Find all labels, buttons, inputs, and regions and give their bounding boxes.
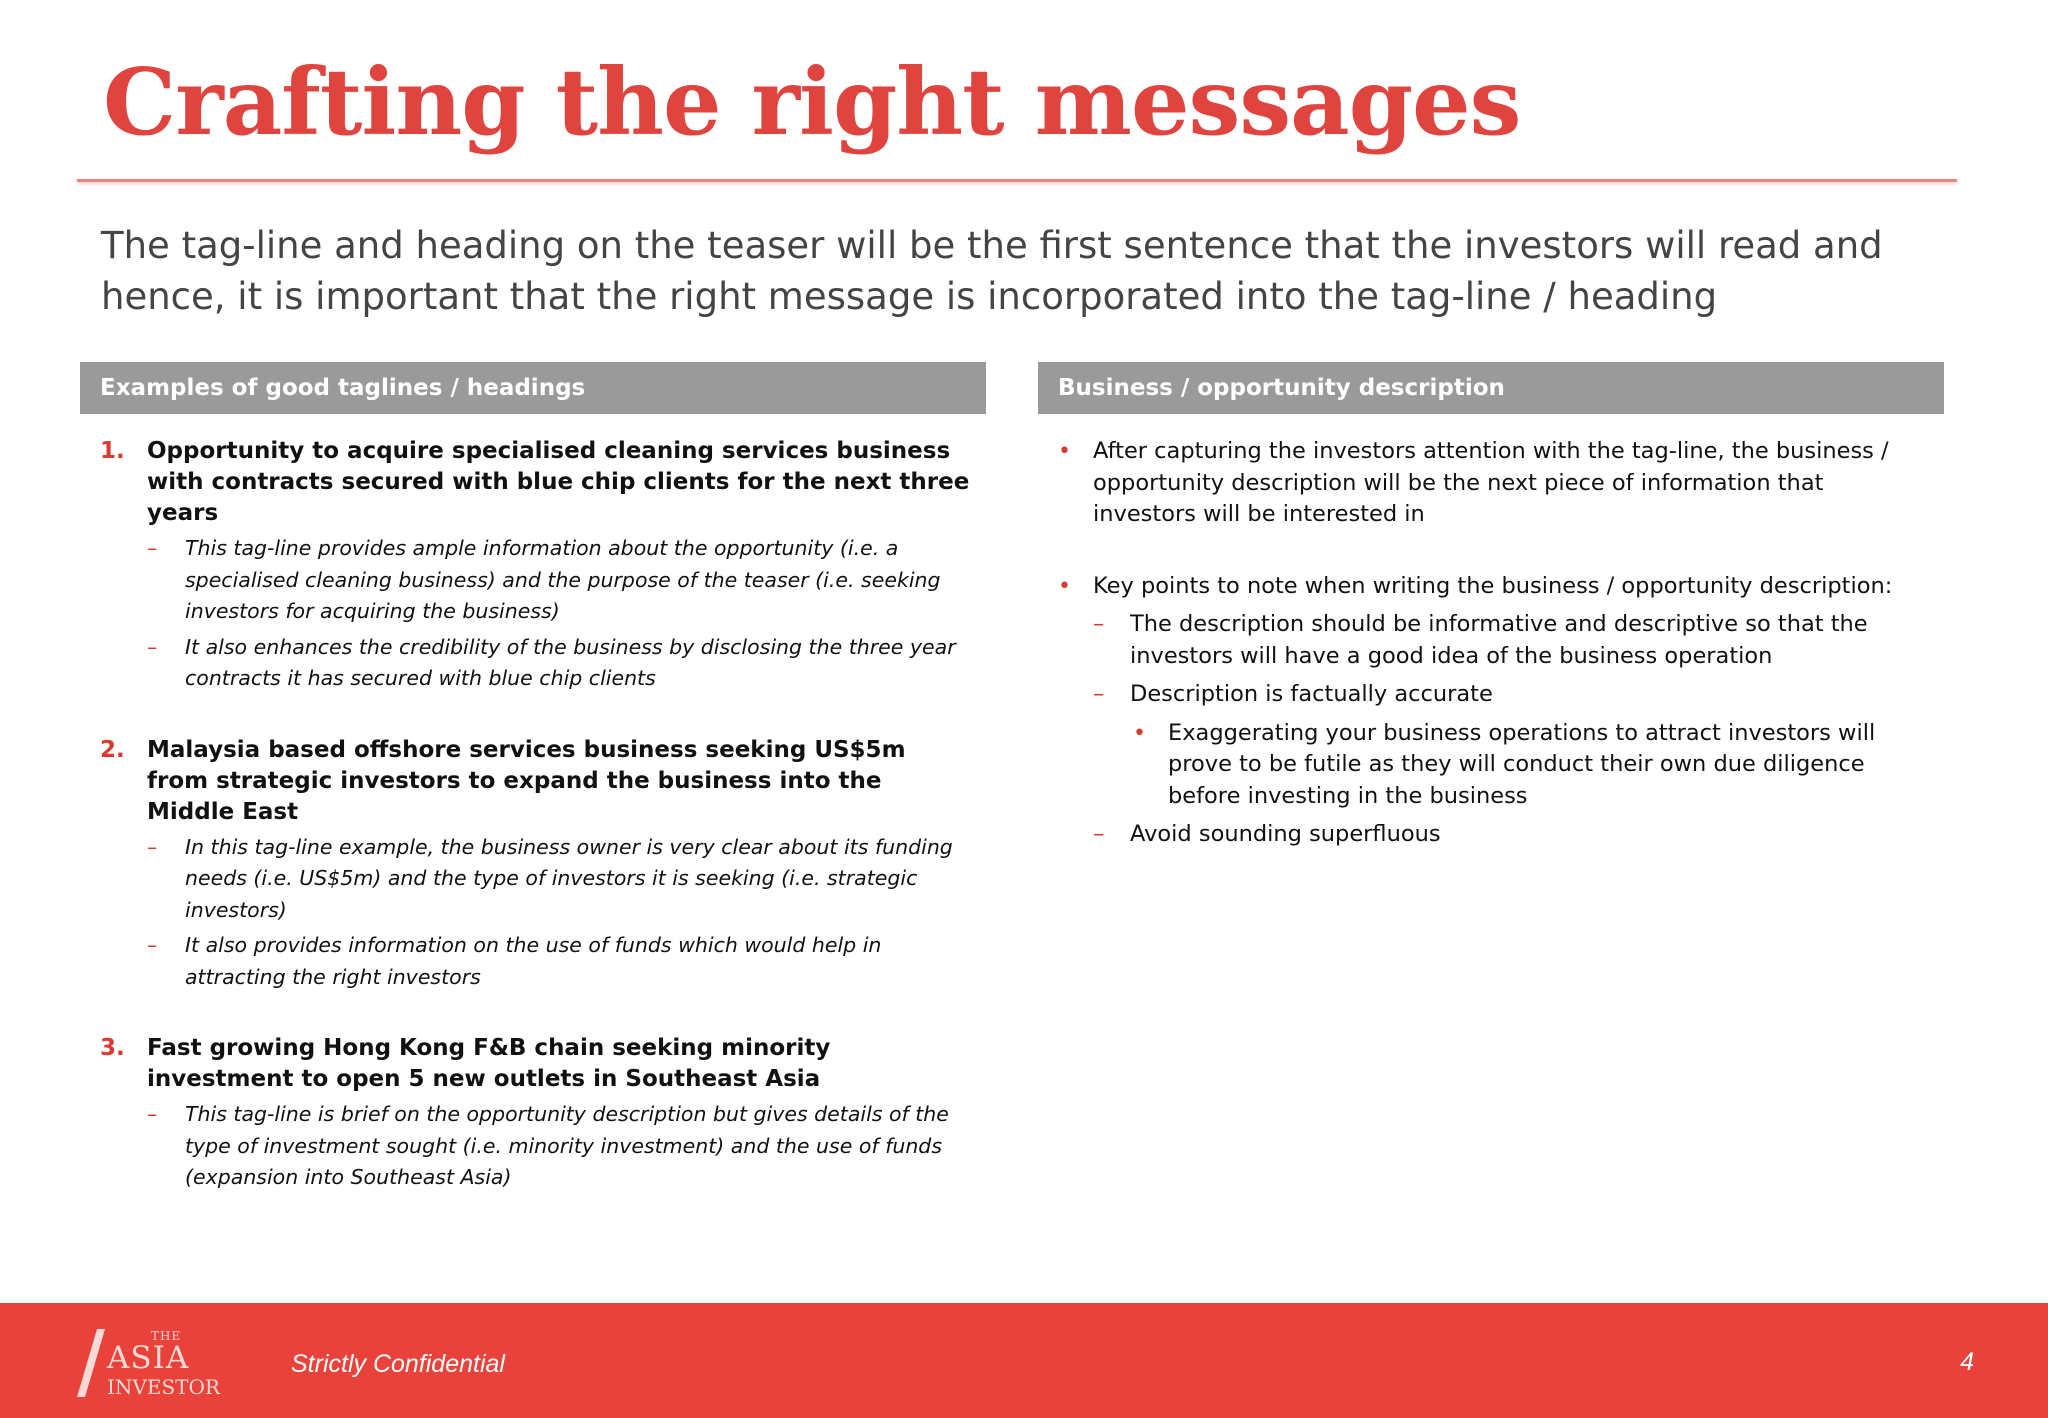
confidential-label: Strictly Confidential [291, 1350, 505, 1378]
description-bullet-text: Key points to note when writing the business / opportunity description: [1093, 572, 1893, 599]
tagline-point [147, 632, 970, 695]
key-point [1093, 679, 1925, 812]
key-point-text: Avoid sounding superfluous [1130, 821, 1441, 847]
tagline-heading: Opportunity to acquire specialised cleaning services business with contracts secured with blue chip clients for the next three years [147, 438, 970, 526]
key-point [1093, 819, 1925, 851]
dash-icon: – [147, 634, 158, 659]
key-point-text: The description should be informative and descriptive so that the investors will have a good idea of the business operation [1130, 611, 1868, 669]
dash-icon: – [147, 933, 158, 957]
title-divider [77, 179, 1957, 182]
tagline-point-text: In this tag-line example, the business owner is very clear about its funding needs (i.e. US$5m) and the type of investors it is seeking (i.e. strategic investors) [185, 834, 953, 922]
key-sub-point [1130, 718, 1925, 813]
right-column-body [1055, 436, 1925, 851]
list-number: 3. [100, 1035, 125, 1061]
dash-icon: – [147, 1102, 158, 1126]
description-bullet [1055, 571, 1925, 851]
tagline-point [147, 533, 970, 628]
logo-the-text: THE [151, 1329, 182, 1343]
key-sub-point-text: Exaggerating your business operations to attract investors will prove to be futile as they will conduct their own due diligence before investing in the business [1168, 719, 1876, 809]
page-number: 4 [1960, 1348, 1974, 1376]
dash-icon: – [147, 536, 158, 560]
asia-investor-logo [75, 1323, 245, 1403]
description-bullet [1055, 436, 1925, 531]
tagline-example-3 [100, 1033, 970, 1194]
key-point-text: Description is factually accurate [1130, 681, 1493, 707]
tagline-heading: Malaysia based offshore services business seeking US$5m from strategic investors to expand the business into the Middle East [147, 736, 906, 825]
dash-icon: – [1093, 681, 1105, 707]
bullet-icon: • [1058, 573, 1071, 599]
tagline-point [147, 832, 970, 927]
bullet-icon: • [1058, 439, 1071, 464]
tagline-point [147, 930, 970, 993]
logo-asia-text: ASIA [107, 1340, 190, 1376]
list-number: 1. [100, 438, 125, 464]
footer-bar [0, 1303, 2048, 1418]
slide-subtitle: The tag-line and heading on the teaser will be the first sentence that the investors will read and hence, it is important that the right message is incorporated into the tag-line / heading [101, 224, 1883, 318]
left-column-header: Examples of good taglines / headings [80, 362, 986, 414]
tagline-point-text: It also provides information on the use of funds which would help in attracting the right investors [185, 933, 882, 989]
tagline-point-text: This tag-line is brief on the opportunity description but gives details of the type of investment sought (i.e. minority investment) and the use of funds (expansion into Southeast Asia) [185, 1102, 949, 1189]
tagline-example-2 [100, 735, 970, 994]
logo-investor-text: INVESTOR [107, 1375, 220, 1399]
tagline-point [147, 1099, 970, 1194]
tagline-example-1 [100, 436, 970, 695]
description-bullet-text: After capturing the investors attention with the tag-line, the business / opportunity description will be the next piece of information that investors will be interested in [1093, 438, 1889, 527]
list-number: 2. [100, 736, 125, 763]
dash-icon: – [1093, 821, 1105, 847]
tagline-point-text: This tag-line provides ample information about the opportunity (i.e. a specialised cleaning business) and the purpose of the teaser (i.e. seeking investors for acquiring the business) [185, 536, 941, 623]
right-column-header: Business / opportunity description [1038, 362, 1944, 414]
dash-icon: – [147, 834, 158, 859]
dash-icon: – [1093, 611, 1105, 637]
tagline-point-text: It also enhances the credibility of the business by disclosing the three year contracts it has secured with blue chip clients [185, 634, 956, 690]
left-column-body [100, 436, 970, 1234]
tagline-heading: Fast growing Hong Kong F&B chain seeking minority investment to open 5 new outlets in Southeast Asia [147, 1035, 831, 1092]
bullet-icon: • [1133, 720, 1146, 746]
slide-title: Crafting the right messages [103, 48, 1521, 156]
key-point [1093, 609, 1925, 672]
